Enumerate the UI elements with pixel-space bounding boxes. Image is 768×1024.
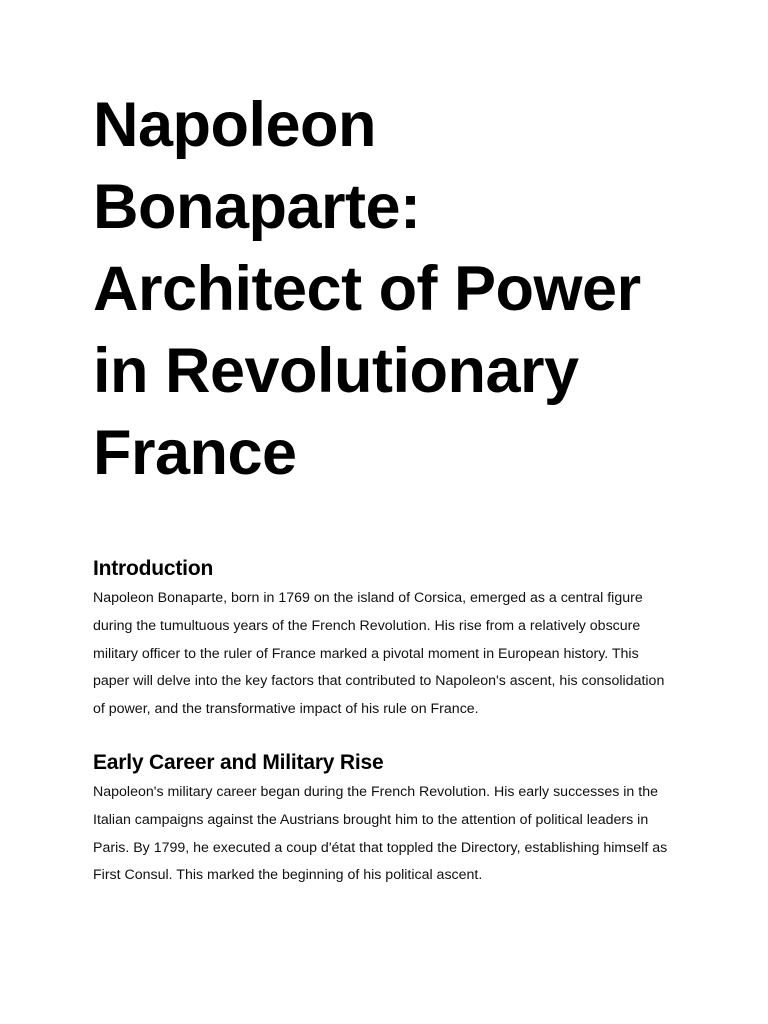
section-introduction (93, 555, 683, 724)
title-line: Bonaparte: (93, 172, 421, 242)
paragraph-line: Paris. By 1799, he executed a coup d'état that toppled the Directory, establishing himself as (93, 839, 668, 856)
document-page (93, 84, 683, 890)
section-heading: Introduction (93, 557, 214, 580)
section-early-career (93, 749, 683, 890)
paragraph-line: Napoleon's military career began during the French Revolution. His early successes in the (93, 783, 658, 800)
paragraph-line: paper will delve into the key factors that contributed to Napoleon's ascent, his consolidation (93, 673, 665, 690)
section-paragraph (93, 779, 683, 890)
paragraph-line: during the tumultuous years of the French Revolution. His rise from a relatively obscure (93, 617, 641, 634)
section-paragraph (93, 585, 683, 724)
paragraph-line: of power, and the transformative impact of his rule on France. (93, 701, 479, 718)
paragraph-line: military officer to the ruler of France marked a pivotal moment in European history. This (93, 645, 639, 662)
paragraph-line: Italian campaigns against the Austrians brought him to the attention of political leaders in (93, 811, 649, 828)
paragraph-line: First Consul. This marked the beginning of his political ascent. (93, 867, 483, 884)
title-line: France (93, 418, 297, 488)
document-title (93, 84, 683, 494)
title-line: Napoleon (93, 90, 377, 160)
title-line: Architect of Power (93, 254, 641, 324)
title-line: in Revolutionary (93, 336, 579, 406)
section-heading: Early Career and Military Rise (93, 750, 384, 774)
paragraph-line: Napoleon Bonaparte, born in 1769 on the island of Corsica, emerged as a central figure (93, 590, 643, 606)
